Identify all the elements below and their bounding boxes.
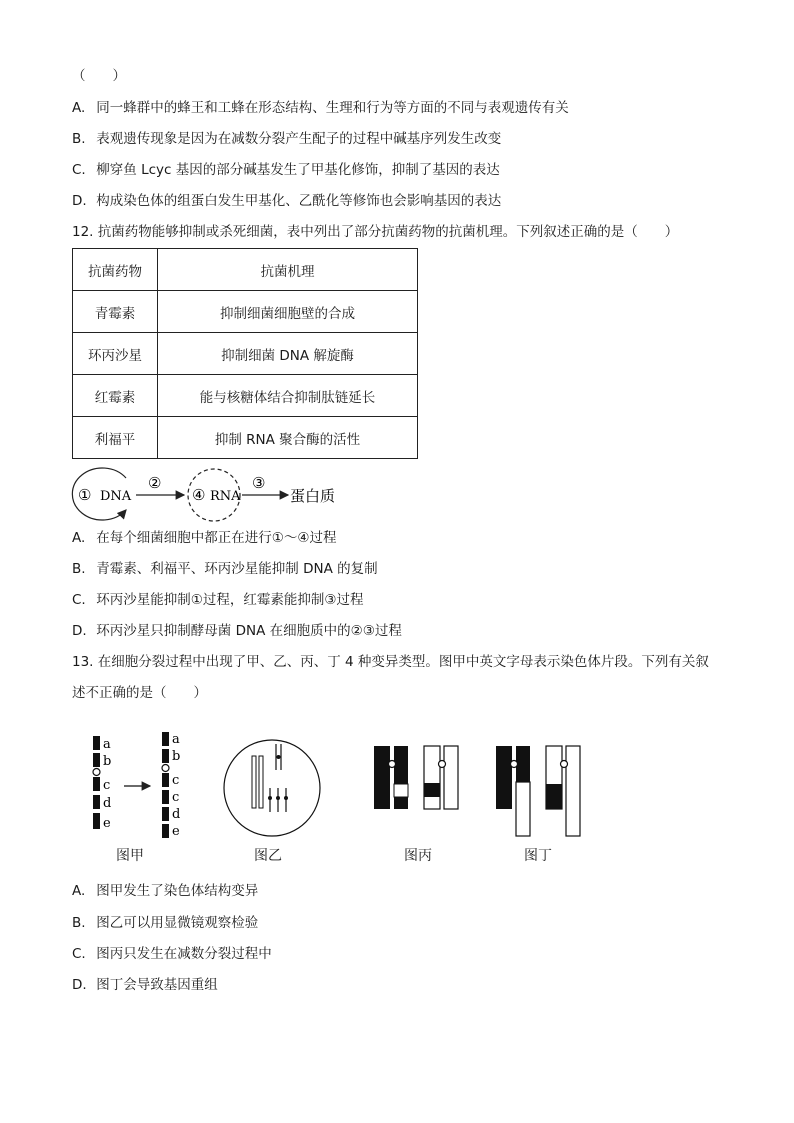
table-row (73, 291, 418, 333)
q13-option-b (72, 913, 258, 933)
q11-option-b (72, 129, 501, 149)
segment-letter: e (103, 816, 111, 831)
table-header-row (73, 249, 418, 291)
table-cell: 青霉素 (73, 291, 158, 333)
q13-stem-line-1: 13. 在细胞分裂过程中出现了甲、乙、丙、丁 4 种变异类型。图甲中英文字母表示染色体片段。下列有关叙 (72, 654, 709, 670)
segment-letter: c (172, 773, 180, 788)
segment-letter: b (172, 749, 181, 764)
table-cell: 能与核糖体结合抑制肽链延长 (158, 375, 418, 417)
segment-letter: d (172, 807, 181, 822)
table-cell: 利福平 (73, 417, 158, 459)
option-label: C. (72, 162, 86, 178)
q13-stem-line-2: 述不正确的是（ ） (72, 685, 207, 701)
segment-letter: c (172, 790, 180, 805)
dna-label: DNA (100, 489, 132, 504)
fig-d-caption: 图丁 (524, 848, 552, 864)
option-text: 图丙只发生在减数分裂过程中 (96, 946, 272, 962)
segment-letter: e (172, 824, 180, 839)
protein-label: 蛋白质 (290, 487, 336, 505)
fig-c-caption: 图丙 (404, 848, 432, 864)
table-row (73, 417, 418, 459)
table-cell: 红霉素 (73, 375, 158, 417)
q11-stem-tail: （ ） (72, 68, 126, 84)
option-label: B. (72, 561, 86, 577)
segment-letter: d (103, 796, 112, 811)
q12-stem: 12. 抗菌药物能够抑制或杀死细菌，表中列出了部分抗菌药物的抗菌机理。下列叙述正确的是（ ） (72, 224, 679, 240)
option-text: 环丙沙星只抑制酵母菌 DNA 在细胞质中的②③过程 (96, 623, 402, 639)
option-label: D. (72, 623, 87, 639)
option-label: B. (72, 131, 86, 147)
q13-option-a (72, 881, 258, 901)
option-label: A. (72, 100, 86, 116)
fig-a-original-chromosome (93, 736, 111, 831)
option-text: 在每个细菌细胞中都正在进行①～④过程 (96, 530, 337, 546)
step-3-label: ③ (252, 474, 266, 492)
segment-letter: b (103, 754, 112, 769)
option-label: B. (72, 915, 86, 931)
q11-option-c (72, 160, 500, 180)
option-text: 图丁会导致基因重组 (96, 977, 218, 993)
fig-b-caption: 图乙 (254, 848, 282, 864)
fig-a-mutated-chromosome (162, 732, 180, 839)
table-header-cell: 抗菌药物 (73, 249, 158, 291)
step-2-label: ② (148, 474, 162, 492)
option-text: 图甲发生了染色体结构变异 (96, 883, 259, 899)
option-text: 图乙可以用显微镜观察检验 (96, 915, 259, 931)
antibiotic-table (72, 248, 418, 459)
step-1-label: ① (78, 486, 92, 504)
q12-option-b (72, 559, 378, 579)
q11-option-a (72, 98, 569, 118)
option-label: D. (72, 193, 87, 209)
fig-b-cell (224, 740, 320, 836)
segment-letter: a (172, 732, 180, 747)
q12-option-c (72, 590, 364, 610)
chromosome-variation-figure (0, 720, 794, 844)
q11-option-d (72, 191, 501, 211)
table-header-cell: 抗菌机理 (158, 249, 418, 291)
step-4-label: ④ (192, 486, 206, 504)
table-row (73, 333, 418, 375)
table-cell: 抑制细菌细胞壁的合成 (158, 291, 418, 333)
q12-option-d (72, 621, 402, 641)
fig-c-chromosomes (374, 746, 458, 809)
q13-option-c (72, 944, 272, 964)
fig-a-caption: 图甲 (116, 848, 144, 864)
table-cell: 环丙沙星 (73, 333, 158, 375)
segment-letter: a (103, 737, 111, 752)
q13-option-d (72, 975, 218, 995)
rna-label: RNA (210, 489, 241, 504)
central-dogma-diagram (66, 462, 366, 526)
q12-option-a (72, 528, 337, 548)
fig-d-chromosomes (496, 746, 580, 836)
table-row (73, 375, 418, 417)
option-label: D. (72, 977, 87, 993)
option-label: C. (72, 592, 86, 608)
table-cell: 抑制细菌 DNA 解旋酶 (158, 333, 418, 375)
option-text: 表观遗传现象是因为在减数分裂产生配子的过程中碱基序列发生改变 (96, 131, 502, 147)
option-label: A. (72, 530, 86, 546)
table-cell: 抑制 RNA 聚合酶的活性 (158, 417, 418, 459)
option-text: 青霉素、利福平、环丙沙星能抑制 DNA 的复制 (96, 561, 378, 577)
option-text: 构成染色体的组蛋白发生甲基化、乙酰化等修饰也会影响基因的表达 (96, 193, 502, 209)
option-label: A. (72, 883, 86, 899)
option-label: C. (72, 946, 86, 962)
option-text: 柳穿鱼 Lcyc 基因的部分碱基发生了甲基化修饰，抑制了基因的表达 (96, 162, 500, 178)
segment-letter: c (103, 778, 111, 793)
option-text: 同一蜂群中的蜂王和工蜂在形态结构、生理和行为等方面的不同与表观遗传有关 (96, 100, 569, 116)
option-text: 环丙沙星能抑制①过程，红霉素能抑制③过程 (96, 592, 364, 608)
